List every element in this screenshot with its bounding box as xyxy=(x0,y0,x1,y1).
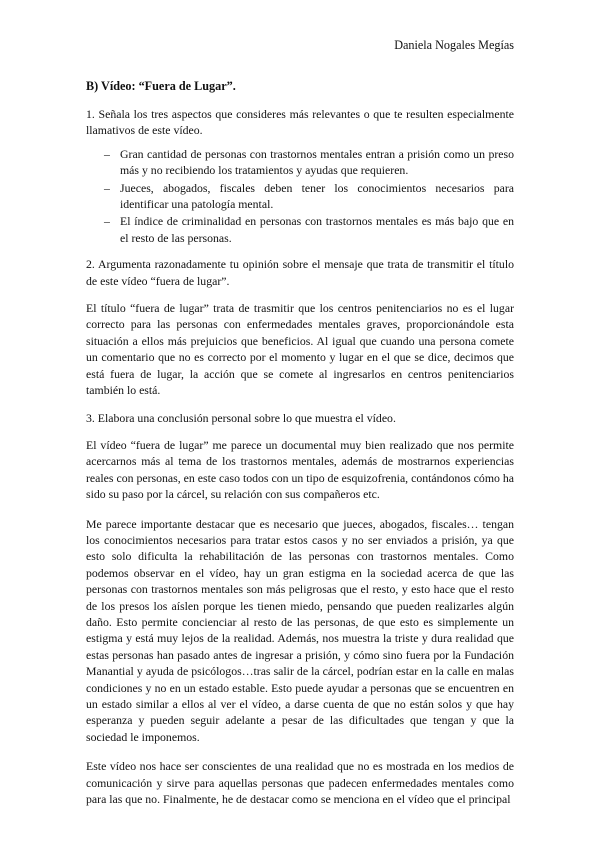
list-item-text: Gran cantidad de personas con trastornos mentales entran a prisión como un preso más y no recibiendo los tratamientos y ayudas que requieren. xyxy=(120,146,514,178)
answer-3-paragraph-1: El vídeo “fuera de lugar” me parece un documental muy bien realizado que nos permite acercarnos más al tema de los trastornos mentales, además de mostrarnos experiencias reales con personas, en este caso todos con un tipo de esquizofrenia, contándonos cómo ha sido su paso por la cárcel, su relación con sus compañeros etc. xyxy=(86,437,514,502)
question-3: 3. Elabora una conclusión personal sobre lo que muestra el vídeo. xyxy=(86,410,396,425)
answer-3-paragraph-2: Me parece importante destacar que es necesario que jueces, abogados, fiscales… tengan los conocimientos necesarios para tratar estos casos y no ser enviados a prisión, ya que esto solo dificulta la rehabilitación de las personas con trastornos mentales. Como podemos observar en el vídeo, hay un gran estigma en la sociedad acerca de que las personas con trastornos mentales son más peligrosas que el resto, y esto hace que el resto de los presos los aíslen porque les tienen miedo, pensando que pueden realizarles algún daño. Esto permite concienciar al resto de las personas, de que esto es simplemente un estigma y está muy lejos de la realidad. Además, nos muestra la triste y dura realidad que estas personas han pasado antes de ingresar a prisión, y cómo sino fuera por la Fundación Manantial y ayuda de psicólogos…tras salir de la cárcel, podrían estar en la calle en malas condiciones y no en un estado estable. Esto puede ayudar a personas que se encuentren en un estado similar a ellos al ver el vídeo, a darse cuenta de que no están solos y que hay esperanza y pueden seguir adelante a pesar de las dificultades que tengan y que la sociedad le imponemos. xyxy=(86,516,514,744)
question-2: 2. Argumenta razonadamente tu opinión sobre el mensaje que trata de transmitir el título de este vídeo “fuera de lugar”. xyxy=(86,257,514,288)
bullet-dash: – xyxy=(104,146,110,161)
bullet-dash: – xyxy=(104,180,110,195)
answer-3-paragraph-3: Este vídeo nos hace ser conscientes de una realidad que no es mostrada en los medios de comunicación y sirve para aquellas personas que padecen enfermedades mentales como para las que no. Finalmente, he de destacar como se menciona en el vídeo que el principal xyxy=(86,759,514,807)
list-item-text: El índice de criminalidad en personas con trastornos mentales es más bajo que en el resto de las personas. xyxy=(120,214,514,245)
list-item xyxy=(86,180,514,213)
page-header-author: Daniela Nogales Megías xyxy=(394,38,514,52)
list-item xyxy=(86,213,514,246)
list-item xyxy=(86,146,514,179)
answer-2: El título “fuera de lugar” trata de trasmitir que los centros penitenciarios no es el lugar correcto para las personas con enfermedades mentales graves, proporcionándole esta situación a ellos más prejuicios que beneficios. Al igual que cuando una persona comete un comentario que no es correcto por el momento y lugar en el que se dice, decimos que está fuera de lugar, la acción que se comete al ingresarlos en centros penitenciarios también lo está. xyxy=(86,301,514,398)
list-item-text: Jueces, abogados, fiscales deben tener los conocimientos necesarios para identificar una patología mental. xyxy=(120,180,514,212)
question-1: 1. Señala los tres aspectos que consideres más relevantes o que te resulten especialmente llamativos de este vídeo. xyxy=(86,107,514,138)
bullet-dash: – xyxy=(104,214,110,229)
section-title: B) Vídeo: “Fuera de Lugar”. xyxy=(86,79,236,93)
aspects-list xyxy=(86,146,514,246)
